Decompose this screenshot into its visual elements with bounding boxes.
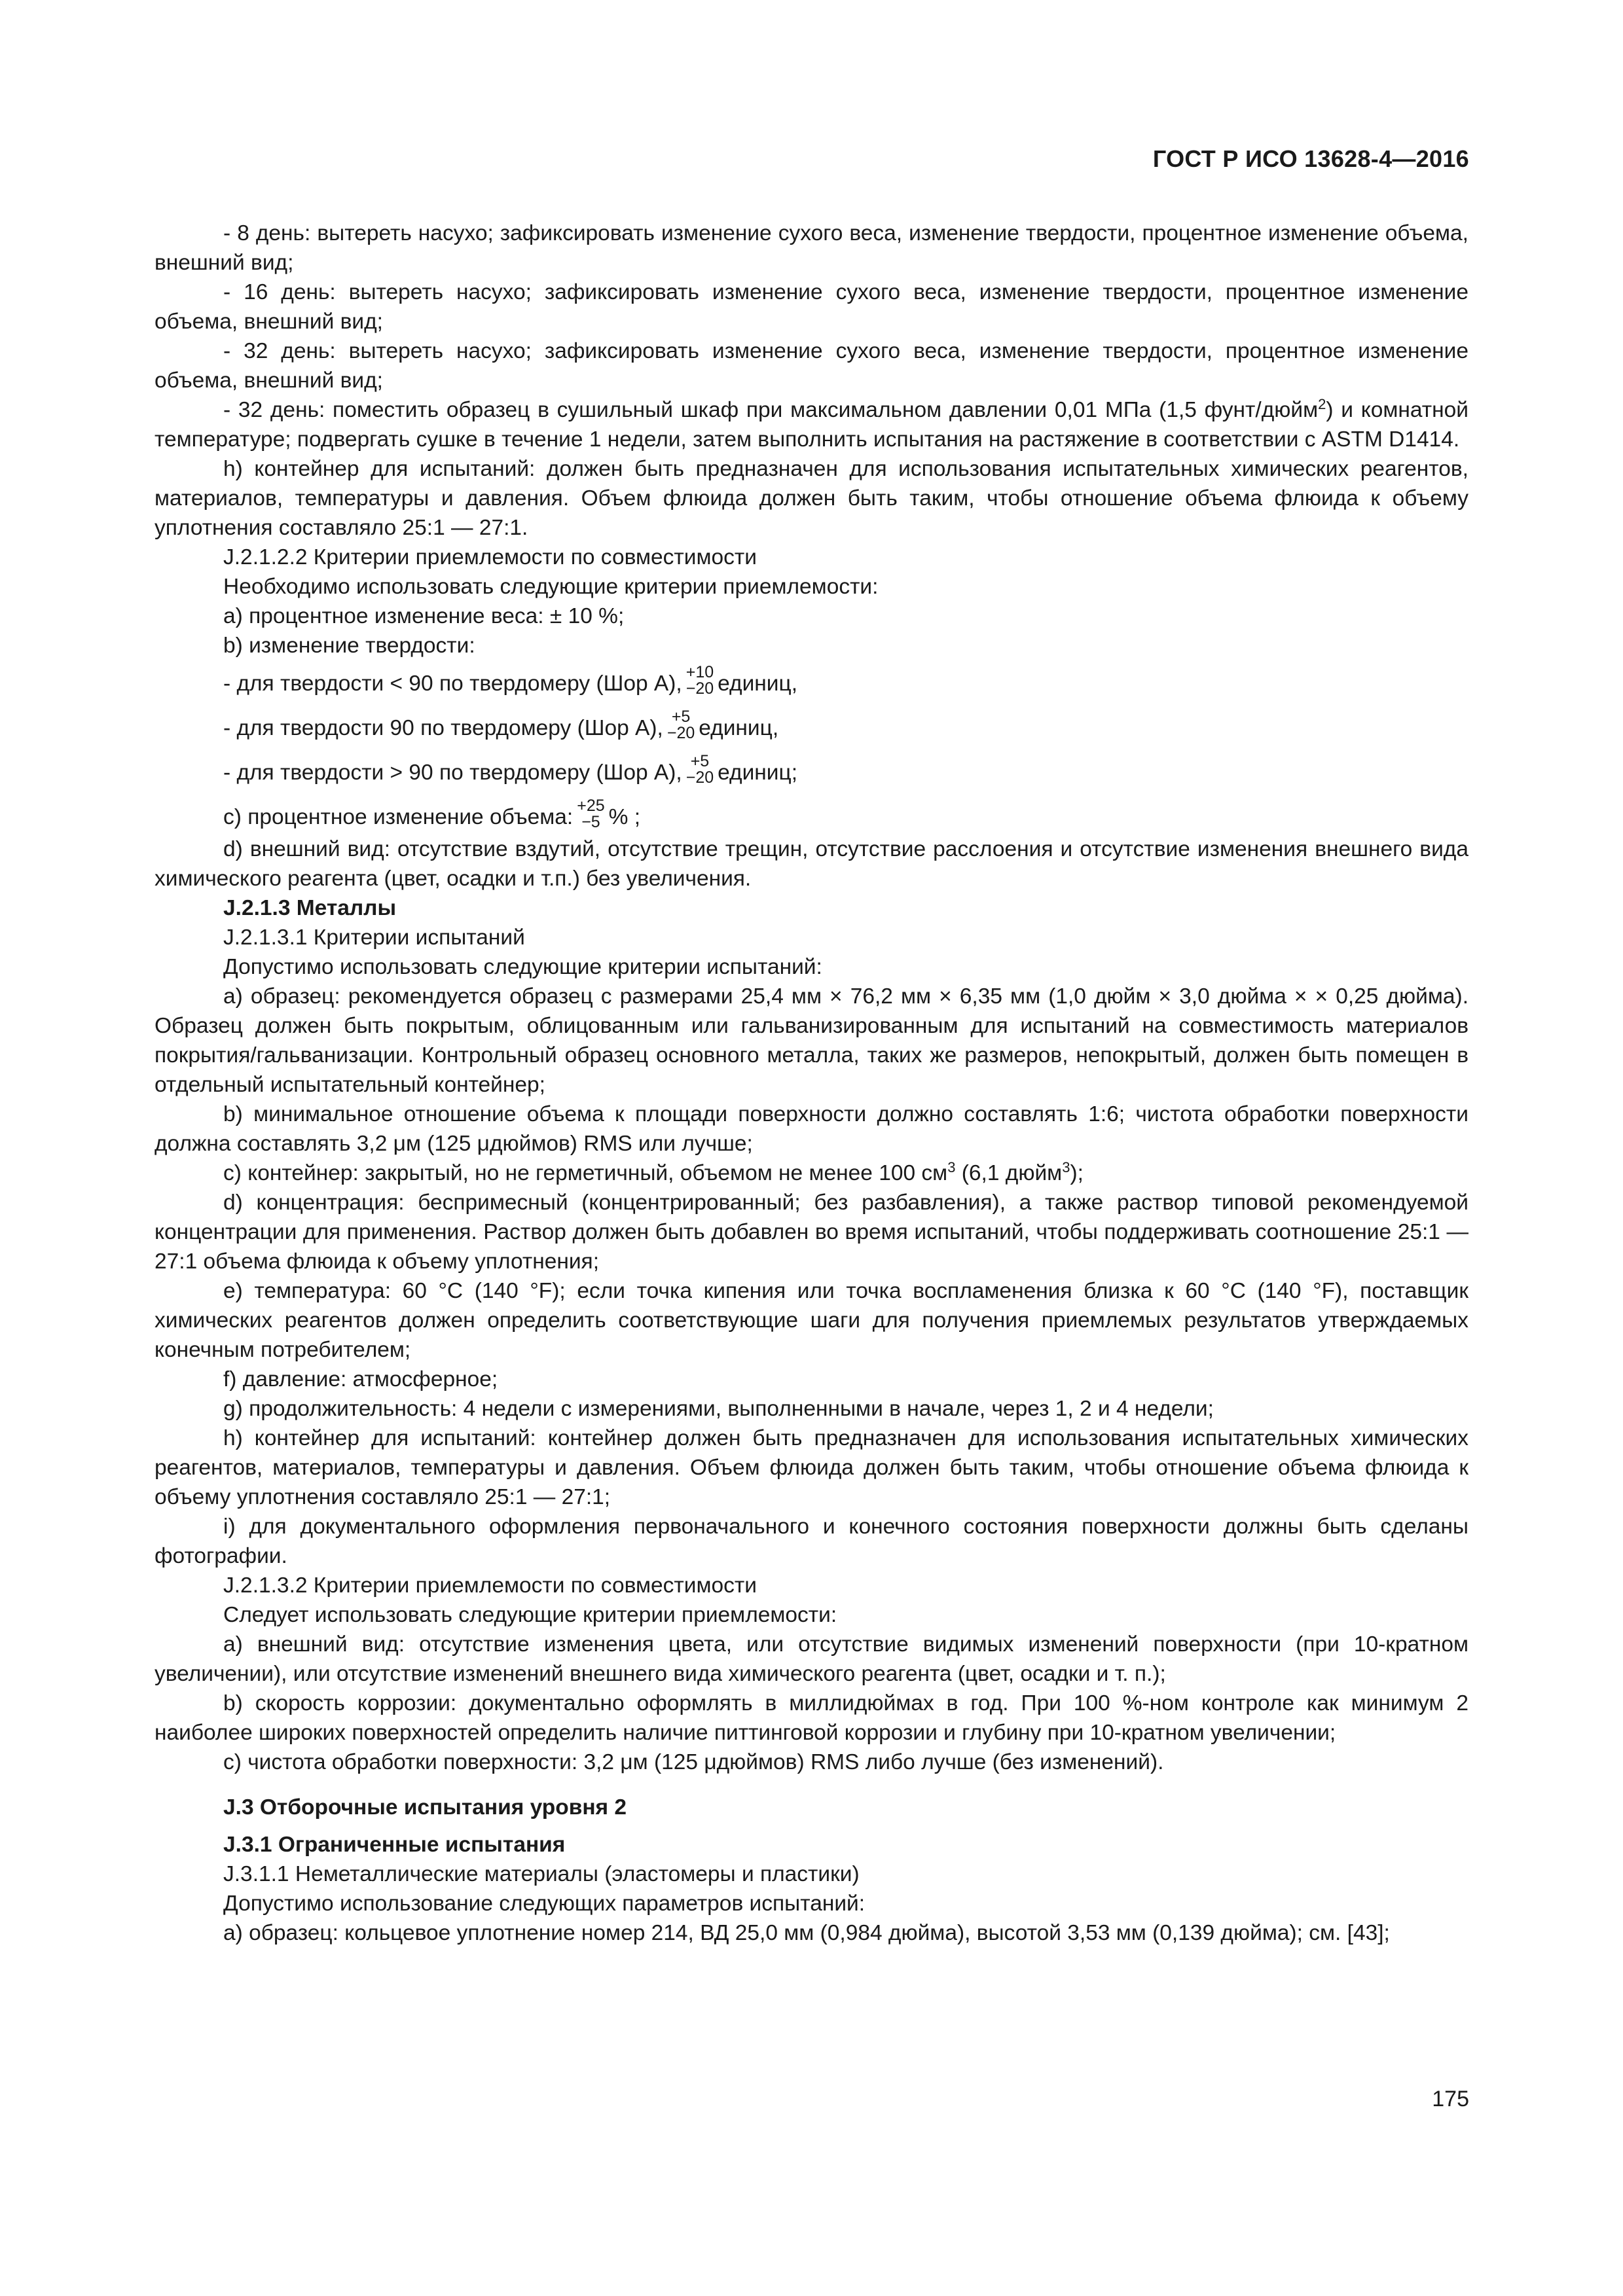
item-a-weight: а) процентное изменение веса: ± 10 %;	[223, 604, 625, 628]
item-d-concentration: d) концентрация: беспримесный (концентрированный; без разбавления), а также раствор типовой рекомендуемой концентрации для применения. Раствор должен быть добавлен во время испытаний, чтобы поддерживать соотношение 25:1 — 27:1 объема флюида к объему уплотнения;	[155, 1191, 1468, 1274]
paragraph-should-criteria: Следует использовать следующие критерии приемлемости:	[223, 1603, 837, 1627]
item-g-duration: g) продолжительность: 4 недели с измерениями, выполненными в начале, через 1, 2 и 4 недели;	[223, 1397, 1214, 1421]
paragraph-day32-dry: - 32 день: поместить образец в сушильный шкаф при максимальном давлении 0,01 МПа (1,5 фунт/дюйм$^2$) и комнатной температуре; подвергать сушке в течение 1 недели, затем выполнить испытания на растяжение в соответствии с ASTM D1414.	[155, 395, 1468, 452]
paragraph-day32-wipe: - 32 день: вытереть насухо; зафиксировать изменение сухого веса, изменение твердости, процентное изменение объема, внешний вид;	[155, 339, 1468, 393]
document-body	[155, 219, 1468, 1948]
document-header: ГОСТ Р ИСО 13628-4—2016	[1152, 145, 1469, 172]
paragraph-allow-params: Допустимо использование следующих параметров испытаний:	[223, 1892, 866, 1916]
section-j31: J.3.1 Ограниченные испытания	[223, 1833, 566, 1857]
item-f-pressure: f) давление: атмосферное;	[223, 1367, 498, 1391]
section-j3: J.3 Отборочные испытания уровня 2	[223, 1795, 627, 1820]
paragraph-allow-criteria: Допустимо использовать следующие критерии испытаний:	[223, 955, 822, 979]
subsection-j21122: J.2.1.2.2 Критерии приемлемости по совместимости	[223, 545, 757, 569]
item-hardness-90: - для твердости 90 по твердомеру (Шор А), +5 −20 единиц,	[223, 708, 779, 742]
item-c-surface: с) чистота обработки поверхности: 3,2 μм (125 μдюймов) RMS либо лучше (без изменений).	[223, 1750, 1164, 1774]
subsection-j311: J.3.1.1 Неметаллические материалы (эластомеры и пластики)	[223, 1862, 860, 1886]
page-number: 175	[1432, 2087, 1469, 2111]
item-h-container: h) контейнер для испытаний: контейнер должен быть предназначен для использования испытательных химических реагентов, материалов, температуры и давления. Объем флюида должен быть таким, чтобы отношение объема флюида к объему уплотнения составляло 25:1 — 27:1;	[155, 1426, 1468, 1509]
item-c-volume: с) процентное изменение объема: +25 −5 % ;	[223, 797, 641, 831]
item-b-ratio: b) минимальное отношение объема к площади поверхности должно составлять 1:6; чистота обработки поверхности должна составлять 3,2 μм (125 μдюймов) RMS или лучше;	[155, 1102, 1468, 1156]
item-b-corrosion: b) скорость коррозии: документально оформлять в миллидюймах в год. При 100 %-ном контроле как минимум 2 наиболее широких поверхностей определить наличие питтинговой коррозии и глубину при 10-кратном увеличении;	[155, 1691, 1468, 1745]
paragraph-day8: - 8 день: вытереть насухо; зафиксировать изменение сухого веса, изменение твердости, процентное изменение объема, внешний вид;	[155, 221, 1468, 275]
tolerance-hardness-gt90: +5 −20	[685, 752, 714, 787]
paragraph-need-criteria: Необходимо использовать следующие критерии приемлемости:	[223, 575, 879, 599]
item-c-container: с) контейнер: закрытый, но не герметичный, объемом не менее 100 $см^3$ (6,1 дюйм$^3$);	[223, 1158, 1084, 1185]
paragraph-day16: - 16 день: вытереть насухо; зафиксировать изменение сухого веса, изменение твердости, процентное изменение объема, внешний вид;	[155, 280, 1468, 334]
item-hardness-lt90: - для твердости < 90 по твердомеру (Шор А), +10 −20 единиц,	[223, 663, 798, 698]
subsection-j213-metals: J.2.1.3 Металлы	[223, 896, 397, 920]
tolerance-hardness-90: +5 −20	[666, 708, 695, 742]
paragraph-h-container: h) контейнер для испытаний: должен быть предназначен для использования испытательных химических реагентов, материалов, температуры и давления. Объем флюида должен быть таким, чтобы отношение объема флюида к объему уплотнения составляло 25:1 — 27:1.	[155, 457, 1468, 540]
tolerance-volume: +25 −5	[577, 797, 605, 831]
item-i-photos: i) для документального оформления первоначального и конечного состояния поверхности должны быть сделаны фотографии.	[155, 1515, 1468, 1568]
tolerance-hardness-lt90: +10 −20	[685, 663, 714, 698]
item-e-temperature: е) температура: 60 °С (140 °F); если точка кипения или точка воспламенения близка к 60 °С (140 °F), поставщик химических реагентов должен определить соответствующие шаги для получения приемлемых результатов утверждаемых конечным потребителем;	[155, 1279, 1468, 1362]
item-b-hardness: b) изменение твердости:	[223, 634, 475, 658]
item-a-oring: а) образец: кольцевое уплотнение номер 214, ВД 25,0 мм (0,984 дюйма), высотой 3,53 мм (0,139 дюйма); см. [43];	[223, 1921, 1390, 1945]
item-a-appearance: а) внешний вид: отсутствие изменения цвета, или отсутствие видимых изменений поверхности (при 10-кратном увеличении), или отсутствие изменений внешнего вида химического реагента (цвет, осадки и т. п.);	[155, 1632, 1468, 1686]
item-a-specimen: а) образец: рекомендуется образец с размерами 25,4 мм × 76,2 мм × 6,35 мм (1,0 дюйм × 3,0 дюйма × × 0,25 дюйма). Образец должен быть покрытым, облицованным или гальванизированным для испытаний на совместимость материалов покрытия/гальванизации. Контрольный образец основного металла, таких же размеров, непокрытый, должен быть помещен в отдельный испытательный контейнер;	[155, 984, 1468, 1097]
subsection-j21132: J.2.1.3.2 Критерии приемлемости по совместимости	[223, 1573, 757, 1598]
subsection-j2131: J.2.1.3.1 Критерии испытаний	[223, 925, 525, 950]
item-hardness-gt90: - для твердости > 90 по твердомеру (Шор А), +5 −20 единиц;	[223, 752, 798, 787]
item-d-appearance: d) внешний вид: отсутствие вздутий, отсутствие трещин, отсутствие расслоения и отсутствие изменения внешнего вида химического реагента (цвет, осадки и т.п.) без увеличения.	[155, 837, 1468, 891]
